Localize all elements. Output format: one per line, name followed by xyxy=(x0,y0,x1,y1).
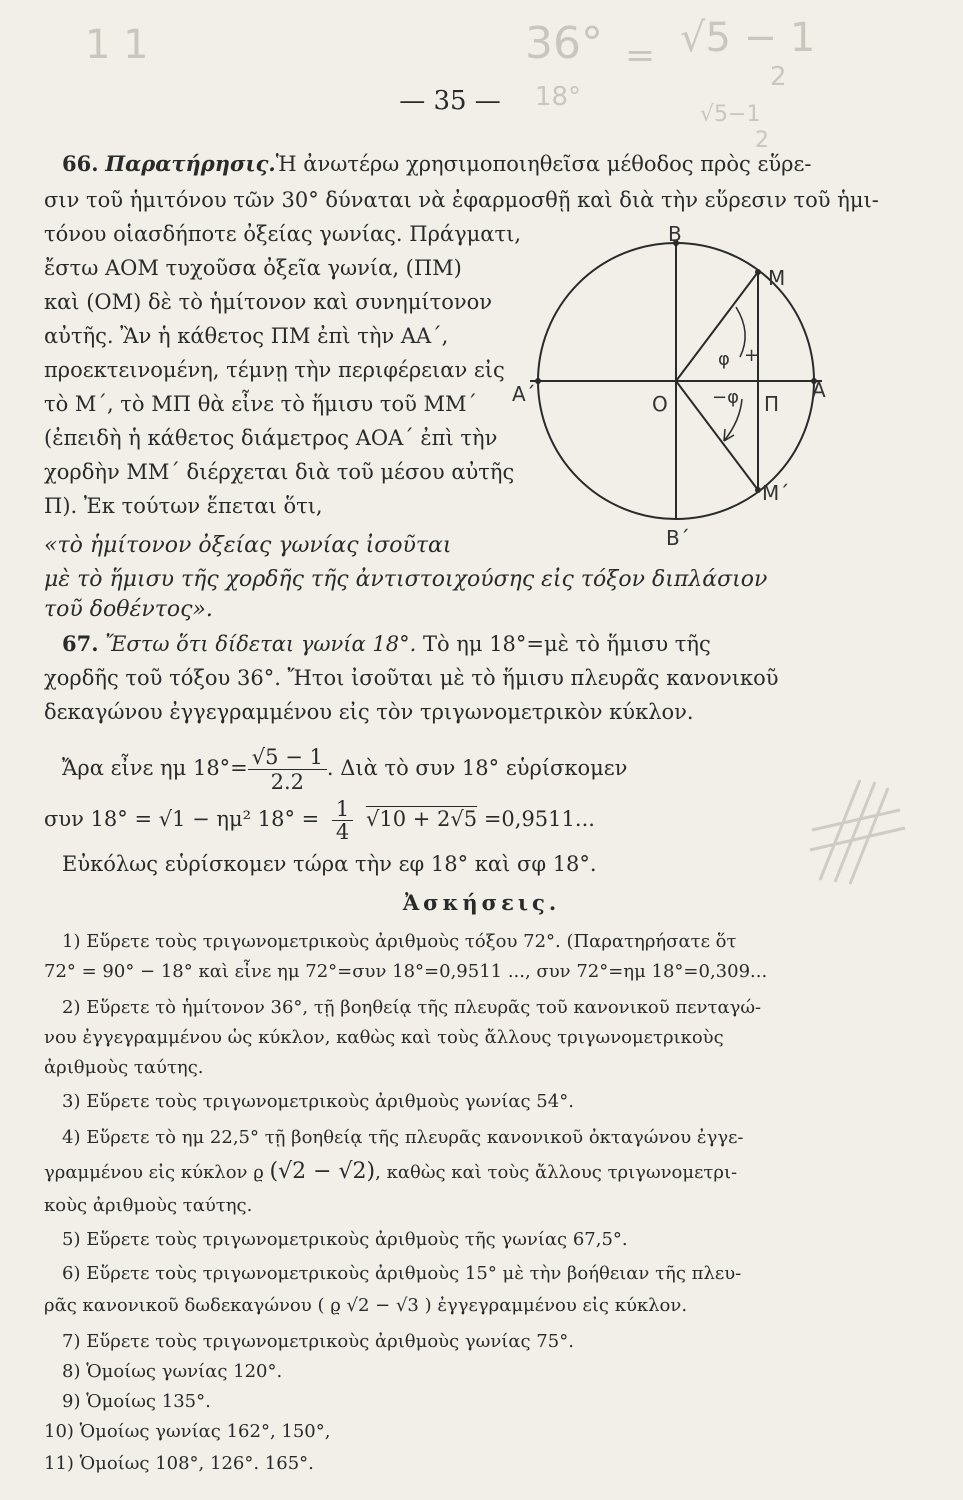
exercises-heading: Ἀσκήσεις. xyxy=(402,890,561,915)
para66-line-6: αὐτῆς. Ἂν ἡ κάθετος ΠΜ ἐπὶ τὴν ΑΑ΄, xyxy=(44,324,449,348)
para66-l1: Ἡ ἀνωτέρω χρησιμοποιηθεῖσα μέθοδος πρὸς εὕρε- xyxy=(275,152,812,176)
para66-line-9: (ἐπειδὴ ἡ κάθετος διάμετρος ΑΟΑ΄ ἐπὶ τὴν xyxy=(44,426,498,450)
para66-quote-1: «τὸ ἡμίτονον ὀξείας γωνίας ἰσοῦται xyxy=(44,533,452,558)
exercise-4b-post: , καθὼς καὶ τοὺς ἄλλους τριγωνομετρι- xyxy=(375,1162,738,1183)
label-plus: + xyxy=(744,345,760,366)
exercise-6b-root: ( ϱ √2 − √3 ) xyxy=(317,1295,432,1316)
formula-cos18-pre: συν 18° = √1 − ημ² 18° = xyxy=(44,807,320,831)
exercise-4c: κοὺς ἀριθμοὺς ταύτης. xyxy=(44,1195,253,1216)
label-phi-plus: φ xyxy=(718,349,730,370)
formula-sin18-post: . Διὰ τὸ συν 18° εὑρίσκομεν xyxy=(326,756,628,780)
formula-cos18-frac-num: 1 xyxy=(332,798,353,821)
page-number: — 35 — xyxy=(399,86,501,116)
para66-line-3: τόνου οἱασδήποτε ὀξείας γωνίας. Πράγματι, xyxy=(44,222,522,246)
pencil-eighteen: 18° xyxy=(535,82,582,112)
pencil-angle: 36° xyxy=(525,18,603,69)
pencil-mark-top-left: 1 1 xyxy=(85,22,149,68)
label-m: Μ xyxy=(768,266,786,290)
pencil-two-b: 2 xyxy=(755,128,769,153)
exercise-9: 9) Ὁμοίως 135°. xyxy=(62,1391,211,1412)
formula-sin18-den: 2.2 xyxy=(270,770,305,794)
para66-line-4: ἔστω ΑΟΜ τυχοῦσα ὀξεῖα γωνία, (ΠΜ) xyxy=(44,256,462,280)
para67-line-1 xyxy=(62,630,711,658)
exercise-6b-post: ἐγγεγραμμένου εἰς κύκλον. xyxy=(437,1295,688,1316)
para66-quote-2: μὲ τὸ ἥμισυ τῆς χορδῆς τῆς ἀντιστοιχούσης εἰς τόξον διπλάσιον xyxy=(44,567,768,592)
exercise-5: 5) Εὕρετε τοὺς τριγωνομετρικοὺς ἀριθμοὺς τῆς γωνίας 67,5°. xyxy=(62,1229,628,1250)
formula-cos18-frac-den: 4 xyxy=(335,820,350,844)
pencil-hatching xyxy=(800,770,920,890)
exercise-6b-pre: ρᾶς κανονικοῦ δωδεκαγώνου xyxy=(44,1295,312,1316)
para66-title: Παρατήρησις. xyxy=(105,151,276,176)
formula-sin18-pre: Ἄρα εἶνε ημ 18°= xyxy=(62,756,248,780)
exercise-1a: 1) Εὕρετε τοὺς τριγωνομετρικοὺς ἀριθμοὺς τόξου 72°. (Παρατηρήσατε ὅτ xyxy=(62,931,737,952)
label-a-prime: Α΄ xyxy=(512,382,536,406)
para67-line-3: δεκαγώνου ἐγγεγραμμένου εἰς τὸν τριγωνομετρικὸν κύκλον. xyxy=(44,700,694,724)
formula-sin18 xyxy=(62,745,627,794)
pencil-two-a: 2 xyxy=(770,62,787,92)
para66-number: 66. xyxy=(62,151,99,176)
label-m-prime: Μ΄ xyxy=(762,481,790,505)
para67-l1b: 18°. xyxy=(372,632,417,656)
point-m-prime xyxy=(755,487,761,493)
exercise-3: 3) Εὕρετε τοὺς τριγωνομετρικοὺς ἀριθμοὺς γωνίας 54°. xyxy=(62,1091,574,1112)
para66-line-1 xyxy=(62,150,811,178)
label-o: Ο xyxy=(652,392,668,416)
label-p: Π xyxy=(764,392,780,416)
pencil-root-small: √5−1 xyxy=(700,102,761,127)
label-b-prime: Β΄ xyxy=(666,526,690,545)
pencil-equals: = xyxy=(625,35,656,76)
formula-cos18-root: √10 + 2√5 xyxy=(365,807,478,831)
exercise-7: 7) Εὕρετε τοὺς τριγωνομετρικοὺς ἀριθμοὺς γωνίας 75°. xyxy=(62,1331,574,1352)
formula-cos18 xyxy=(44,798,595,843)
para67-line-2: χορδῆς τοῦ τόξου 36°. Ἤτοι ἰσοῦται μὲ τὸ ἥμισυ πλευρᾶς κανονικοῦ xyxy=(44,666,779,690)
label-phi-minus: −φ xyxy=(712,387,739,408)
unit-circle-figure xyxy=(500,215,830,545)
point-a-prime xyxy=(535,378,541,384)
para66-line-8: τὸ Μ΄, τὸ ΜΠ θὰ εἶνε τὸ ἥμισυ τοῦ ΜΜ΄ xyxy=(44,392,478,416)
para67-l1a: Ἔστω ὅτι δίδεται γωνία xyxy=(105,632,366,656)
para67-l1c: Τὸ ημ 18°=μὲ τὸ ἥμισυ τῆς xyxy=(422,632,711,656)
para67-number: 67. xyxy=(62,631,99,656)
exercise-4b xyxy=(44,1158,737,1187)
exercise-2a: 2) Εὕρετε τὸ ἡμίτονον 36°, τῇ βοηθείᾳ τῆς πλευρᾶς τοῦ κανονικοῦ πενταγώ- xyxy=(62,997,762,1018)
para66-line-2: σιν τοῦ ἡμιτόνου τῶν 30° δύναται νὰ ἐφαρμοσθῇ καὶ διὰ τὴν εὕρεσιν τοῦ ἡμι- xyxy=(44,188,879,212)
pencil-root5: √5 − 1 xyxy=(680,15,816,61)
point-m xyxy=(755,269,761,275)
exercise-2c: ἀριθμοὺς ταύτης. xyxy=(44,1057,204,1078)
para66-quote-3: τοῦ δοθέντος». xyxy=(44,597,213,622)
exercise-11: 11) Ὁμοίως 108°, 126°. 165°. xyxy=(44,1453,314,1474)
para66-line-5: καὶ (ΟΜ) δὲ τὸ ἡμίτονον καὶ συνημίτονον xyxy=(44,290,493,314)
exercise-4b-root: (√2 − √2) xyxy=(269,1159,376,1184)
exercise-1b: 72° = 90° − 18° καὶ εἶνε ημ 72°=συν 18°=0,9511 ..., συν 72°=ημ 18°=0,309... xyxy=(44,961,768,982)
exercise-4b-pre: γραμμένου εἰς κύκλον ϱ xyxy=(44,1162,264,1183)
formula-sin18-num: √5 − 1 xyxy=(248,745,327,770)
exercise-4a: 4) Εὕρετε τὸ ημ 22,5° τῇ βοηθείᾳ τῆς πλευρᾶς κανονικοῦ ὀκταγώνου ἐγγε- xyxy=(62,1127,744,1148)
formula-cos18-post: =0,9511... xyxy=(483,807,595,831)
exercise-6a: 6) Εὕρετε τοὺς τριγωνομετρικοὺς ἀριθμοὺς 15° μὲ τὴν βοήθειαν τῆς πλευ- xyxy=(62,1263,742,1284)
para66-line-11: Π). Ἐκ τούτων ἕπεται ὅτι, xyxy=(44,494,323,518)
label-b: Β xyxy=(668,222,682,246)
para66-line-7: προεκτεινομένη, τέμνῃ τὴν περιφέρειαν εἰς xyxy=(44,358,505,382)
exercise-6b xyxy=(44,1292,687,1320)
label-a: Α xyxy=(812,378,826,402)
exercise-2b: νου ἐγγεγραμμένου ὡς κύκλον, καθὼς καὶ τοὺς ἄλλους τριγωνομετρικοὺς xyxy=(44,1027,724,1048)
exercise-10: 10) Ὁμοίως γωνίας 162°, 150°, xyxy=(44,1421,331,1442)
para67-line-4: Εὐκόλως εὑρίσκομεν τώρα τὴν εφ 18° καὶ σφ 18°. xyxy=(62,852,597,876)
para66-line-10: χορδὴν ΜΜ΄ διέρχεται διὰ τοῦ μέσου αὐτῆς xyxy=(44,460,515,484)
exercise-8: 8) Ὁμοίως γωνίας 120°. xyxy=(62,1361,283,1382)
